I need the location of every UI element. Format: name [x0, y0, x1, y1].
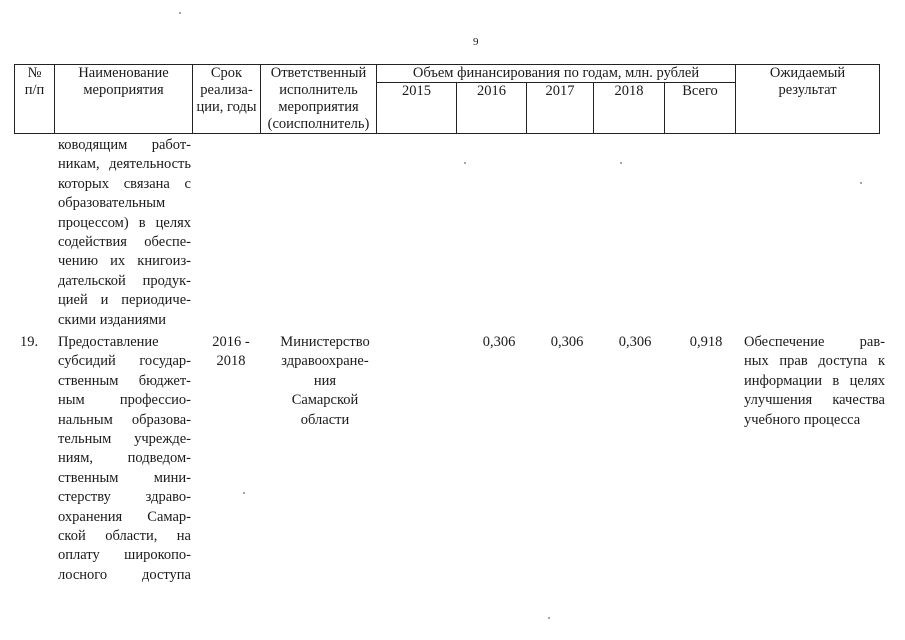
header-col-responsible: Ответственный исполнитель мероприятия (соисполнитель): [261, 65, 377, 134]
header-col-result: Ожидаемый результат: [736, 65, 880, 134]
header-col-name: Наименование мероприятия: [55, 65, 193, 134]
row-19-funding-2016: 0,306: [482, 334, 516, 350]
page-number: 9: [473, 36, 479, 48]
scan-speck: [464, 162, 466, 164]
header-year-2015: 2015: [377, 83, 457, 134]
row-19-number: 19.: [20, 334, 39, 350]
scan-speck: [243, 492, 245, 494]
header-year-2016: 2016: [457, 83, 527, 134]
row-19-term: 2016 - 2018: [212, 334, 250, 370]
scan-speck: [548, 617, 550, 619]
row-19-name: Предоставление субсидий государ- ственным бюджет- ным профессио- нальным образова- тельным учрежде- ниям, подведом- ственным мини- стерству здраво- охранения Самар- ской области, на оплату широкопо- лосного доступа: [58, 334, 191, 583]
header-col-term: Срок реализа- ции, годы: [193, 65, 261, 134]
row-19-funding-2018: 0,306: [618, 334, 652, 350]
row-19-funding-2017: 0,306: [550, 334, 584, 350]
header-total: Всего: [665, 83, 736, 134]
scan-speck: [620, 162, 622, 164]
row-19-result: Обеспечение рав- ных прав доступа к информации в целях улучшения качества учебного процесса: [744, 334, 885, 428]
row-19-responsible: Министерство здравоохране- ния Самарской области: [280, 334, 370, 428]
header-col-funding: Объем финансирования по годам, млн. рублей: [377, 65, 736, 83]
scan-speck: [179, 12, 181, 14]
scan-speck: [860, 182, 862, 184]
continued-row-name: ководящим работ- никам, деятельность которых связана с образовательным процессом) в целях содействия обеспе- чению их книгоиз- дательской продук- цией и периодиче- скими изданиями: [58, 137, 191, 328]
row-19-funding-total: 0,918: [689, 334, 723, 350]
header-year-2017: 2017: [527, 83, 594, 134]
header-year-2018: 2018: [594, 83, 665, 134]
header-col-number: № п/п: [15, 65, 55, 134]
table-header: [14, 64, 880, 134]
